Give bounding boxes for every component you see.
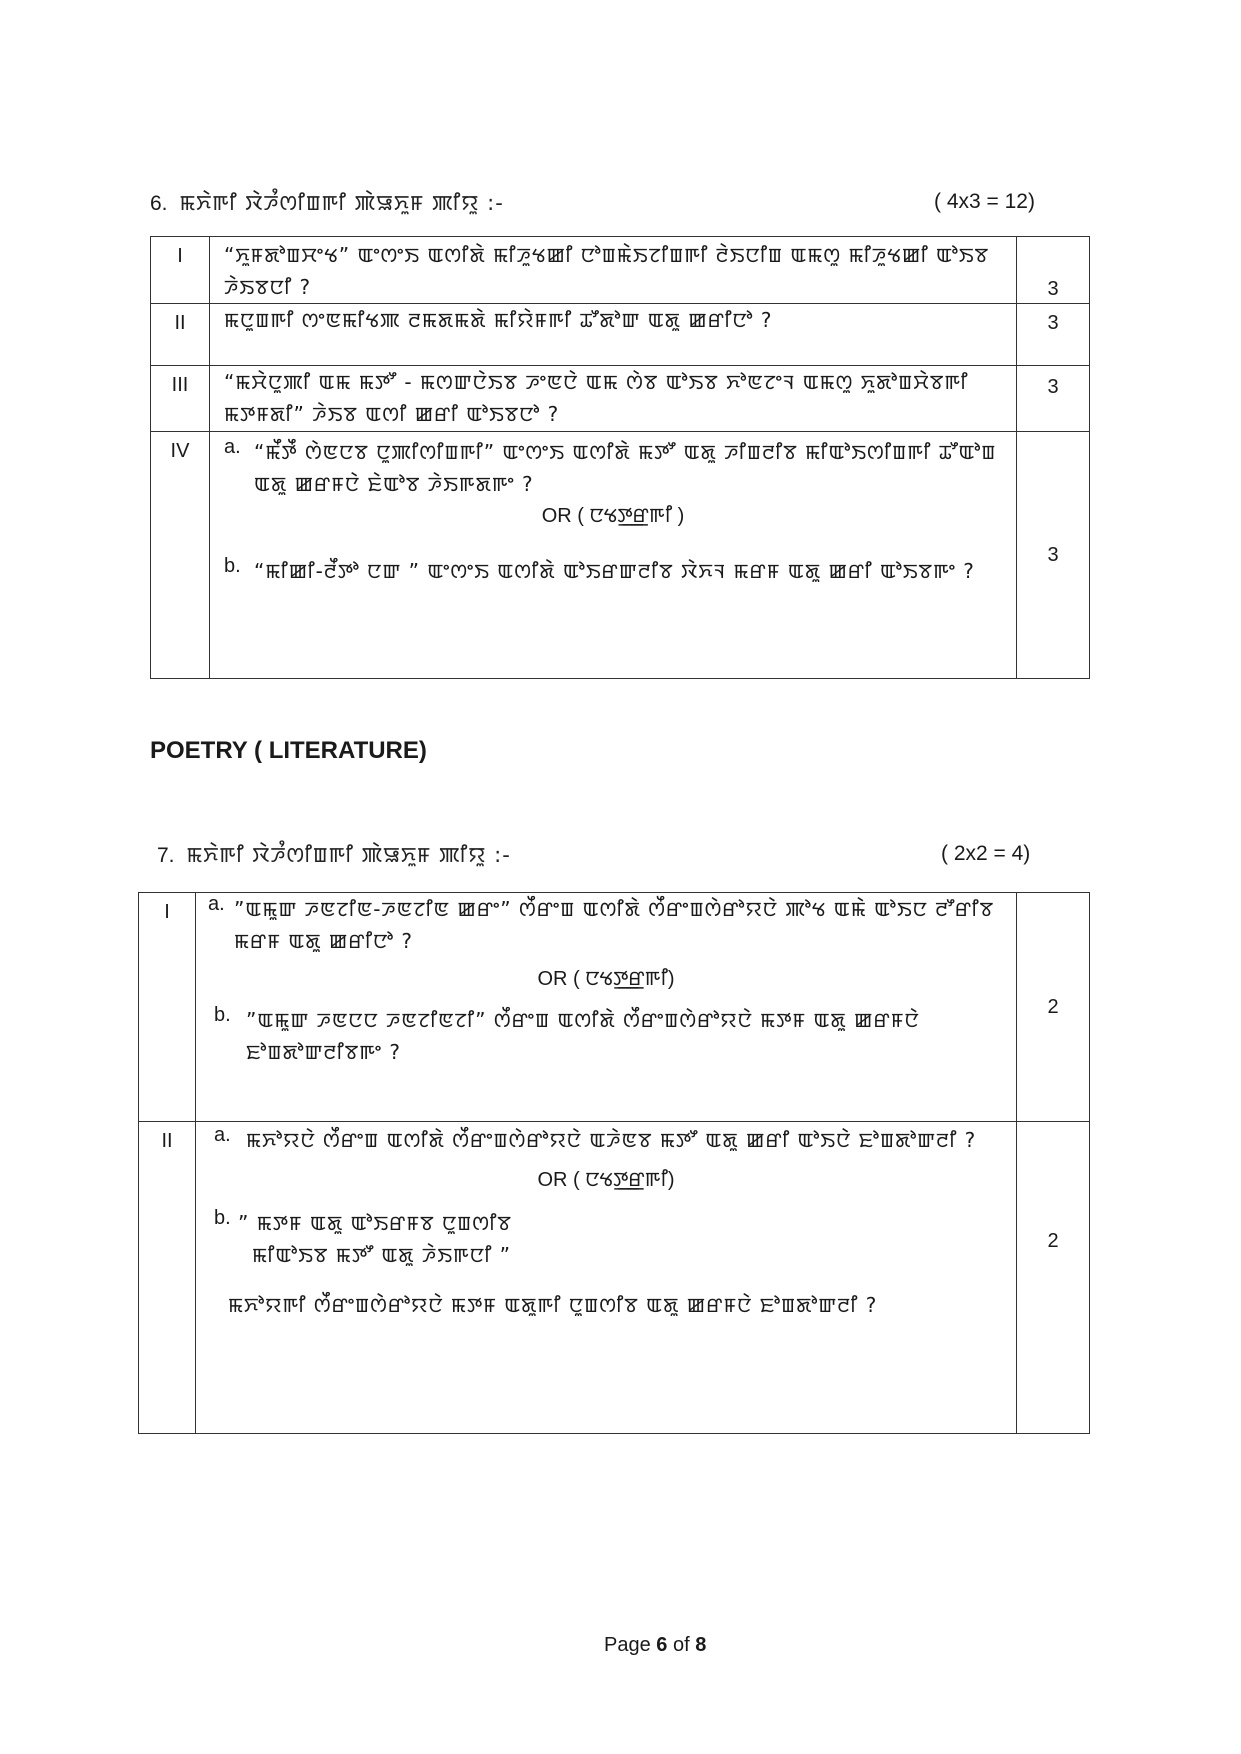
marks-total: ( 4x3 = 12) (934, 190, 1035, 213)
question-text: “ꯃꯩꯇꯩ ꯁꯥꯟꯅꯕ ꯅꯨꯄꯤꯁꯤꯡꯒꯤ” ꯑꯦꯁꯦꯏ ꯑꯁꯤꯗꯥ ꯃꯇꯧ ꯑꯗꯨ ꯍꯤꯡꯂꯤꯕ ꯃꯤꯑꯣꯏꯁꯤꯡꯒꯤ ꯊꯧꯑꯣꯡ ꯑꯗꯨ ꯀꯔꯝꯅꯥ ꯐꯥꯑꯣꯕ ꯍꯥꯏꯒꯗꯒꯦ ? (254, 440, 997, 496)
footer-prefix: Page (604, 1634, 657, 1656)
question-6-header (150, 188, 504, 217)
row-number: I (151, 237, 210, 304)
question-text: “ꯃꯆꯥꯅꯨꯄꯤ ꯑꯃ ꯃꯇꯧ - ꯃꯁꯛꯅꯥꯏꯕ ꯍꯦꯟꯅꯥ ꯑꯃ ꯁꯥꯕ ꯑꯣꯏꯕ ꯈꯣꯟꯖꯦꯜ ꯑꯃꯁꯨ ꯈꯨꯗꯣꯡꯆꯥꯕꯒꯤ ꯃꯇꯝꯗꯤ” ꯍꯥꯏꯕ ꯑꯁꯤ ꯀꯔꯤ ꯑꯣꯏꯕꯅꯣ ? (224, 370, 969, 426)
question-text: ”ꯑꯃꯨꯛ ꯍꯟꯖꯤꯟ-ꯍꯟꯖꯤꯟ ꯀꯔꯦ” ꯁꯩꯔꯦꯡ ꯑꯁꯤꯗꯥ ꯁꯩꯔꯦꯡꯁꯥꯔꯣꯌꯅꯥ ꯄꯣꯠ ꯑꯃꯥ ꯑꯣꯏꯅ ꯂꯧꯔꯤꯕ ꯃꯔꯝ ꯑꯗꯨ ꯀꯔꯤꯅꯣ ? (234, 897, 995, 953)
row-number: II (151, 304, 210, 366)
marks-cell: 2 (1017, 1122, 1090, 1434)
table-row (151, 432, 1090, 679)
marks-total: ( 2x2 = 4) (941, 842, 1031, 865)
marks-cell: 3 (1017, 237, 1090, 304)
marks-cell: 3 (1017, 304, 1090, 366)
question-text: ” ꯃꯇꯝ ꯑꯗꯨ ꯑꯣꯏꯔꯝꯕ ꯅꯨꯡꯁꯤꯕ (238, 1211, 512, 1235)
marks-cell: 3 (1017, 432, 1090, 679)
sub-question-label: b. (214, 1004, 231, 1026)
sub-question-label: a. (224, 436, 241, 458)
marks-cell: 3 (1017, 366, 1090, 432)
question-7-table (138, 892, 1090, 1434)
current-page: 6 (656, 1634, 668, 1656)
sub-question-label: b. (214, 1207, 231, 1229)
table-row (139, 1122, 1090, 1434)
question-number: 6. (150, 192, 168, 215)
or-separator: OR ( ꯅꯠꯇ꯭ꯔꯒꯤ) (537, 1169, 675, 1191)
marks-cell: 2 (1017, 893, 1090, 1122)
row-number: I (139, 893, 196, 1122)
row-number: III (151, 366, 210, 432)
table-row (151, 366, 1090, 432)
sub-question-label: a. (208, 893, 225, 915)
sub-question-label: a. (214, 1124, 231, 1146)
question-text: ꯃꯤꯑꯣꯏꯕ ꯃꯇꯧ ꯑꯗꯨ ꯍꯥꯏꯒꯅꯤ ” (252, 1243, 512, 1267)
row-number: IV (151, 432, 210, 679)
sub-question-a (208, 893, 1004, 957)
question-text: “ꯃꯤꯀꯤ-ꯂꯩꯇꯣ ꯅꯛ ” ꯑꯦꯁꯦꯏ ꯑꯁꯤꯗꯥ ꯑꯣꯏꯔꯛꯂꯤꯕ ꯋꯥꯈꯜ ꯃꯔꯝ ꯑꯗꯨ ꯀꯔꯤ ꯑꯣꯏꯕꯒꯦ ? (254, 559, 975, 583)
or-separator: OR ( ꯅꯠꯇ꯭ꯔꯒꯤ ) (541, 505, 685, 527)
question-text: ꯃꯅꯨꯡꯒꯤ ꯁꯦꯟꯃꯤꯠꯄ ꯂꯃꯗꯃꯗꯥ ꯃꯤꯌꯥꯝꯒꯤ ꯊꯧꯗꯣꯛ ꯑꯗꯨ ꯀꯔꯤꯅꯣ ? (224, 308, 773, 332)
sub-question-b (208, 1207, 1004, 1271)
question-instruction: ꯃꯈꯥꯒꯤ ꯋꯥꯍꯪꯁꯤꯡꯒꯤ ꯄꯥꯎꯈꯨꯝ ꯄꯤꯌꯨ :- (186, 843, 511, 867)
table-row (151, 304, 1090, 366)
question-instruction: ꯃꯈꯥꯒꯤ ꯋꯥꯍꯪꯁꯤꯡꯒꯤ ꯄꯥꯎꯈꯨꯝ ꯄꯤꯌꯨ :- (179, 191, 504, 215)
sub-question-b (224, 555, 1002, 587)
row-number: II (139, 1122, 196, 1434)
question-text: ”ꯑꯃꯨꯛ ꯍꯟꯅꯅ ꯍꯟꯖꯤꯟꯖꯤ” ꯁꯩꯔꯦꯡ ꯑꯁꯤꯗꯥ ꯁꯩꯔꯦꯡꯁꯥꯔꯣꯌꯅꯥ ꯃꯇꯝ ꯑꯗꯨ ꯀꯔꯝꯅꯥ ꯐꯣꯡꯗꯣꯛꯂꯤꯕꯒꯦ ? (246, 1008, 920, 1064)
footer-middle: of (667, 1634, 696, 1656)
section-heading: POETRY ( LITERATURE) (150, 737, 427, 764)
sub-question-b (208, 1004, 1004, 1068)
question-7-header (157, 840, 511, 869)
sub-question-a (224, 436, 1002, 500)
sub-question-a (208, 1124, 1004, 1156)
sub-question-label: b. (224, 555, 241, 577)
question-6-table (150, 236, 1090, 679)
total-pages: 8 (695, 1634, 707, 1656)
question-text: ꯃꯈꯣꯌꯅꯥ ꯁꯩꯔꯦꯡ ꯑꯁꯤꯗꯥ ꯁꯩꯔꯦꯡꯁꯥꯔꯣꯌꯅꯥ ꯑꯍꯥꯟꯕ ꯃꯇꯧ ꯑꯗꯨ ꯀꯔꯤ ꯑꯣꯏꯅꯥ ꯐꯣꯡꯗꯣꯛꯂꯤ ? (246, 1128, 977, 1152)
table-row (151, 237, 1090, 304)
or-separator: OR ( ꯅꯠꯇ꯭ꯔꯒꯤ) (537, 968, 675, 990)
page-footer (604, 1634, 706, 1657)
question-text: “ꯈꯨꯝꯗꯣꯡꯆꯦꯠ” ꯑꯦꯁꯦꯏ ꯑꯁꯤꯗꯥ ꯃꯤꯍꯨꯠꯀꯤ ꯅꯣꯡꯃꯥꯏꯖꯤꯡꯒꯤ ꯂꯥꯏꯅꯤꯡ ꯑꯃꯁꯨ ꯃꯤꯍꯨꯠꯀꯤ ꯑꯣꯏꯕ ꯍꯥꯏꯕꯅꯤ ? (224, 243, 990, 299)
question-text: ꯃꯈꯣꯌꯒꯤ ꯁꯩꯔꯦꯡꯁꯥꯔꯣꯌꯅꯥ ꯃꯇꯝ ꯑꯗꯨꯒꯤ ꯅꯨꯡꯁꯤꯕ ꯑꯗꯨ ꯀꯔꯝꯅꯥ ꯐꯣꯡꯗꯣꯛꯂꯤ ? (228, 1293, 878, 1317)
question-number: 7. (157, 844, 175, 867)
table-row (139, 893, 1090, 1122)
